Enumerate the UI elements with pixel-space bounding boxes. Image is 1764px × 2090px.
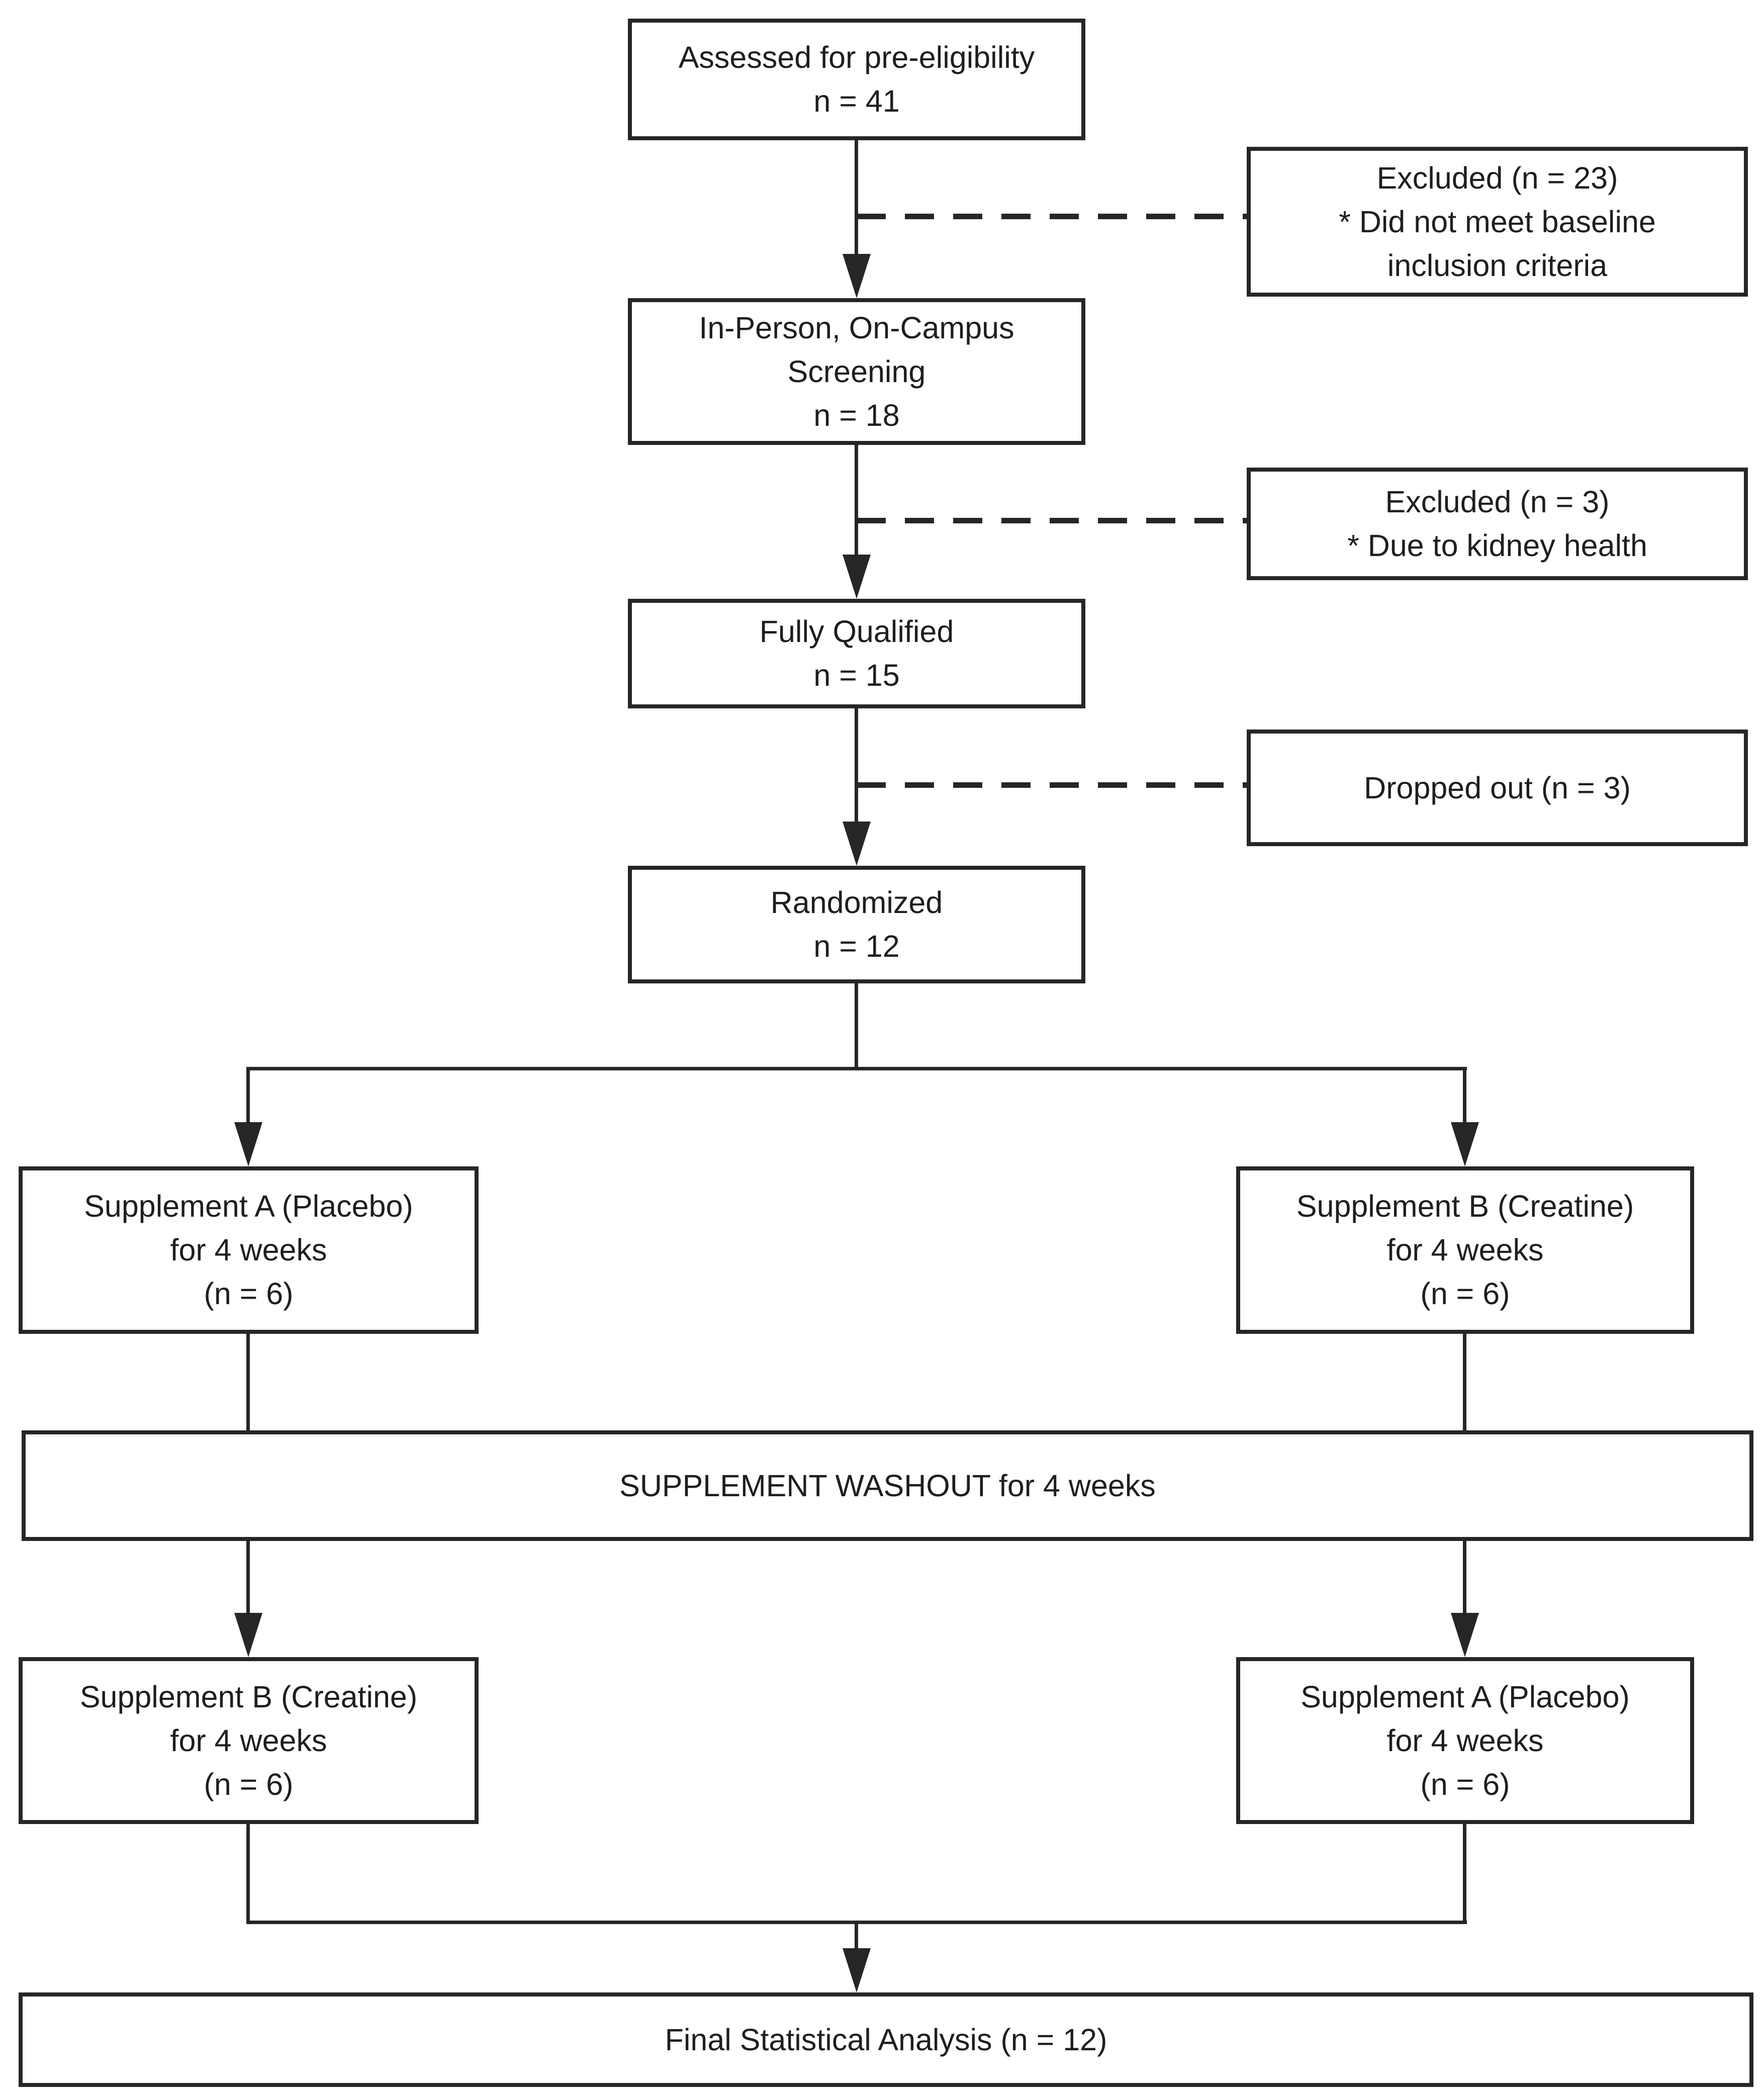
node-text-line: Assessed for pre-eligibility (678, 40, 1035, 74)
node-text-line: n = 18 (813, 398, 900, 432)
node-text-line: Screening (787, 354, 926, 389)
connector-dashed-excluded-kidney (857, 518, 1247, 523)
connector-randomized-stem (855, 983, 858, 1070)
connector-washout-to-arm-a (1463, 1541, 1466, 1619)
node-supplement-b-second (19, 1657, 479, 1824)
node-supplement-b-first (1236, 1166, 1694, 1334)
node-text-line: * Due to kidney health (1347, 528, 1647, 563)
node-assessed (628, 19, 1085, 140)
node-text-line: for 4 weeks (170, 1233, 327, 1267)
node-text-line: for 4 weeks (1386, 1233, 1544, 1267)
node-text-line: Excluded (n = 23) (1376, 160, 1618, 195)
connector-branch-horizontal (246, 1067, 1467, 1070)
node-text-line: Supplement A (Placebo) (84, 1189, 413, 1223)
arrowhead-down-icon (843, 254, 871, 298)
node-excluded-baseline (1247, 147, 1748, 297)
node-text-line: for 4 weeks (1386, 1723, 1544, 1758)
node-text-line: Dropped out (n = 3) (1364, 770, 1631, 805)
node-randomized (628, 866, 1085, 983)
node-text-line: Fully Qualified (759, 614, 954, 649)
node-text-line: Final Statistical Analysis (n = 12) (665, 2022, 1107, 2057)
node-screening (628, 298, 1085, 445)
connector-branch-left (246, 1067, 250, 1128)
node-text-line: n = 41 (813, 84, 900, 118)
node-supplement-a-first (19, 1166, 479, 1334)
node-dropped-out (1247, 730, 1748, 846)
node-text-line: Randomized (770, 885, 943, 920)
node-supplement-a-second (1236, 1657, 1694, 1824)
arrowhead-down-icon (234, 1613, 262, 1657)
node-text-line: n = 12 (813, 929, 900, 963)
node-washout (22, 1430, 1753, 1541)
node-text-line: Supplement A (Placebo) (1301, 1679, 1630, 1714)
node-text-line: inclusion criteria (1387, 248, 1608, 283)
node-fully-qualified (628, 599, 1085, 708)
connector-join-left (246, 1824, 250, 1924)
node-text-line: (n = 6) (1420, 1767, 1510, 1801)
node-text-line: for 4 weeks (170, 1723, 327, 1758)
node-text-line: In-Person, On-Campus (699, 310, 1014, 345)
arrowhead-down-icon (234, 1122, 262, 1166)
connector-branch-right (1463, 1067, 1466, 1128)
node-text-line: (n = 6) (204, 1277, 294, 1311)
arrowhead-down-icon (1451, 1613, 1479, 1657)
node-text-line: Excluded (n = 3) (1385, 485, 1610, 519)
arrowhead-down-icon (843, 555, 871, 599)
node-text-line: Supplement B (Creatine) (79, 1679, 418, 1714)
node-text-line: n = 15 (813, 658, 900, 692)
connector-dashed-excluded-baseline (857, 214, 1247, 219)
node-text-line: (n = 6) (1420, 1277, 1510, 1311)
arrowhead-down-icon (843, 822, 871, 866)
connector-join-right (1463, 1824, 1466, 1924)
connector-dashed-dropped-out (857, 782, 1247, 788)
node-text-line: (n = 6) (204, 1767, 294, 1801)
node-text-line: * Did not meet baseline (1339, 204, 1656, 239)
arrowhead-down-icon (1451, 1122, 1479, 1166)
node-text-line: SUPPLEMENT WASHOUT for 4 weeks (619, 1468, 1156, 1503)
node-text-line: Supplement B (Creatine) (1296, 1189, 1634, 1223)
connector-qualified-to-randomized (855, 708, 858, 827)
node-final-analysis (19, 1992, 1753, 2087)
arrowhead-down-icon (843, 1948, 871, 1992)
connector-washout-to-arm-b (246, 1541, 250, 1619)
node-excluded-kidney (1247, 468, 1748, 580)
connector-assessed-to-screening (855, 140, 858, 259)
connector-screening-to-qualified (855, 445, 858, 560)
connector-arm-b-to-washout (1463, 1334, 1466, 1432)
connector-arm-a-to-washout (246, 1334, 250, 1432)
